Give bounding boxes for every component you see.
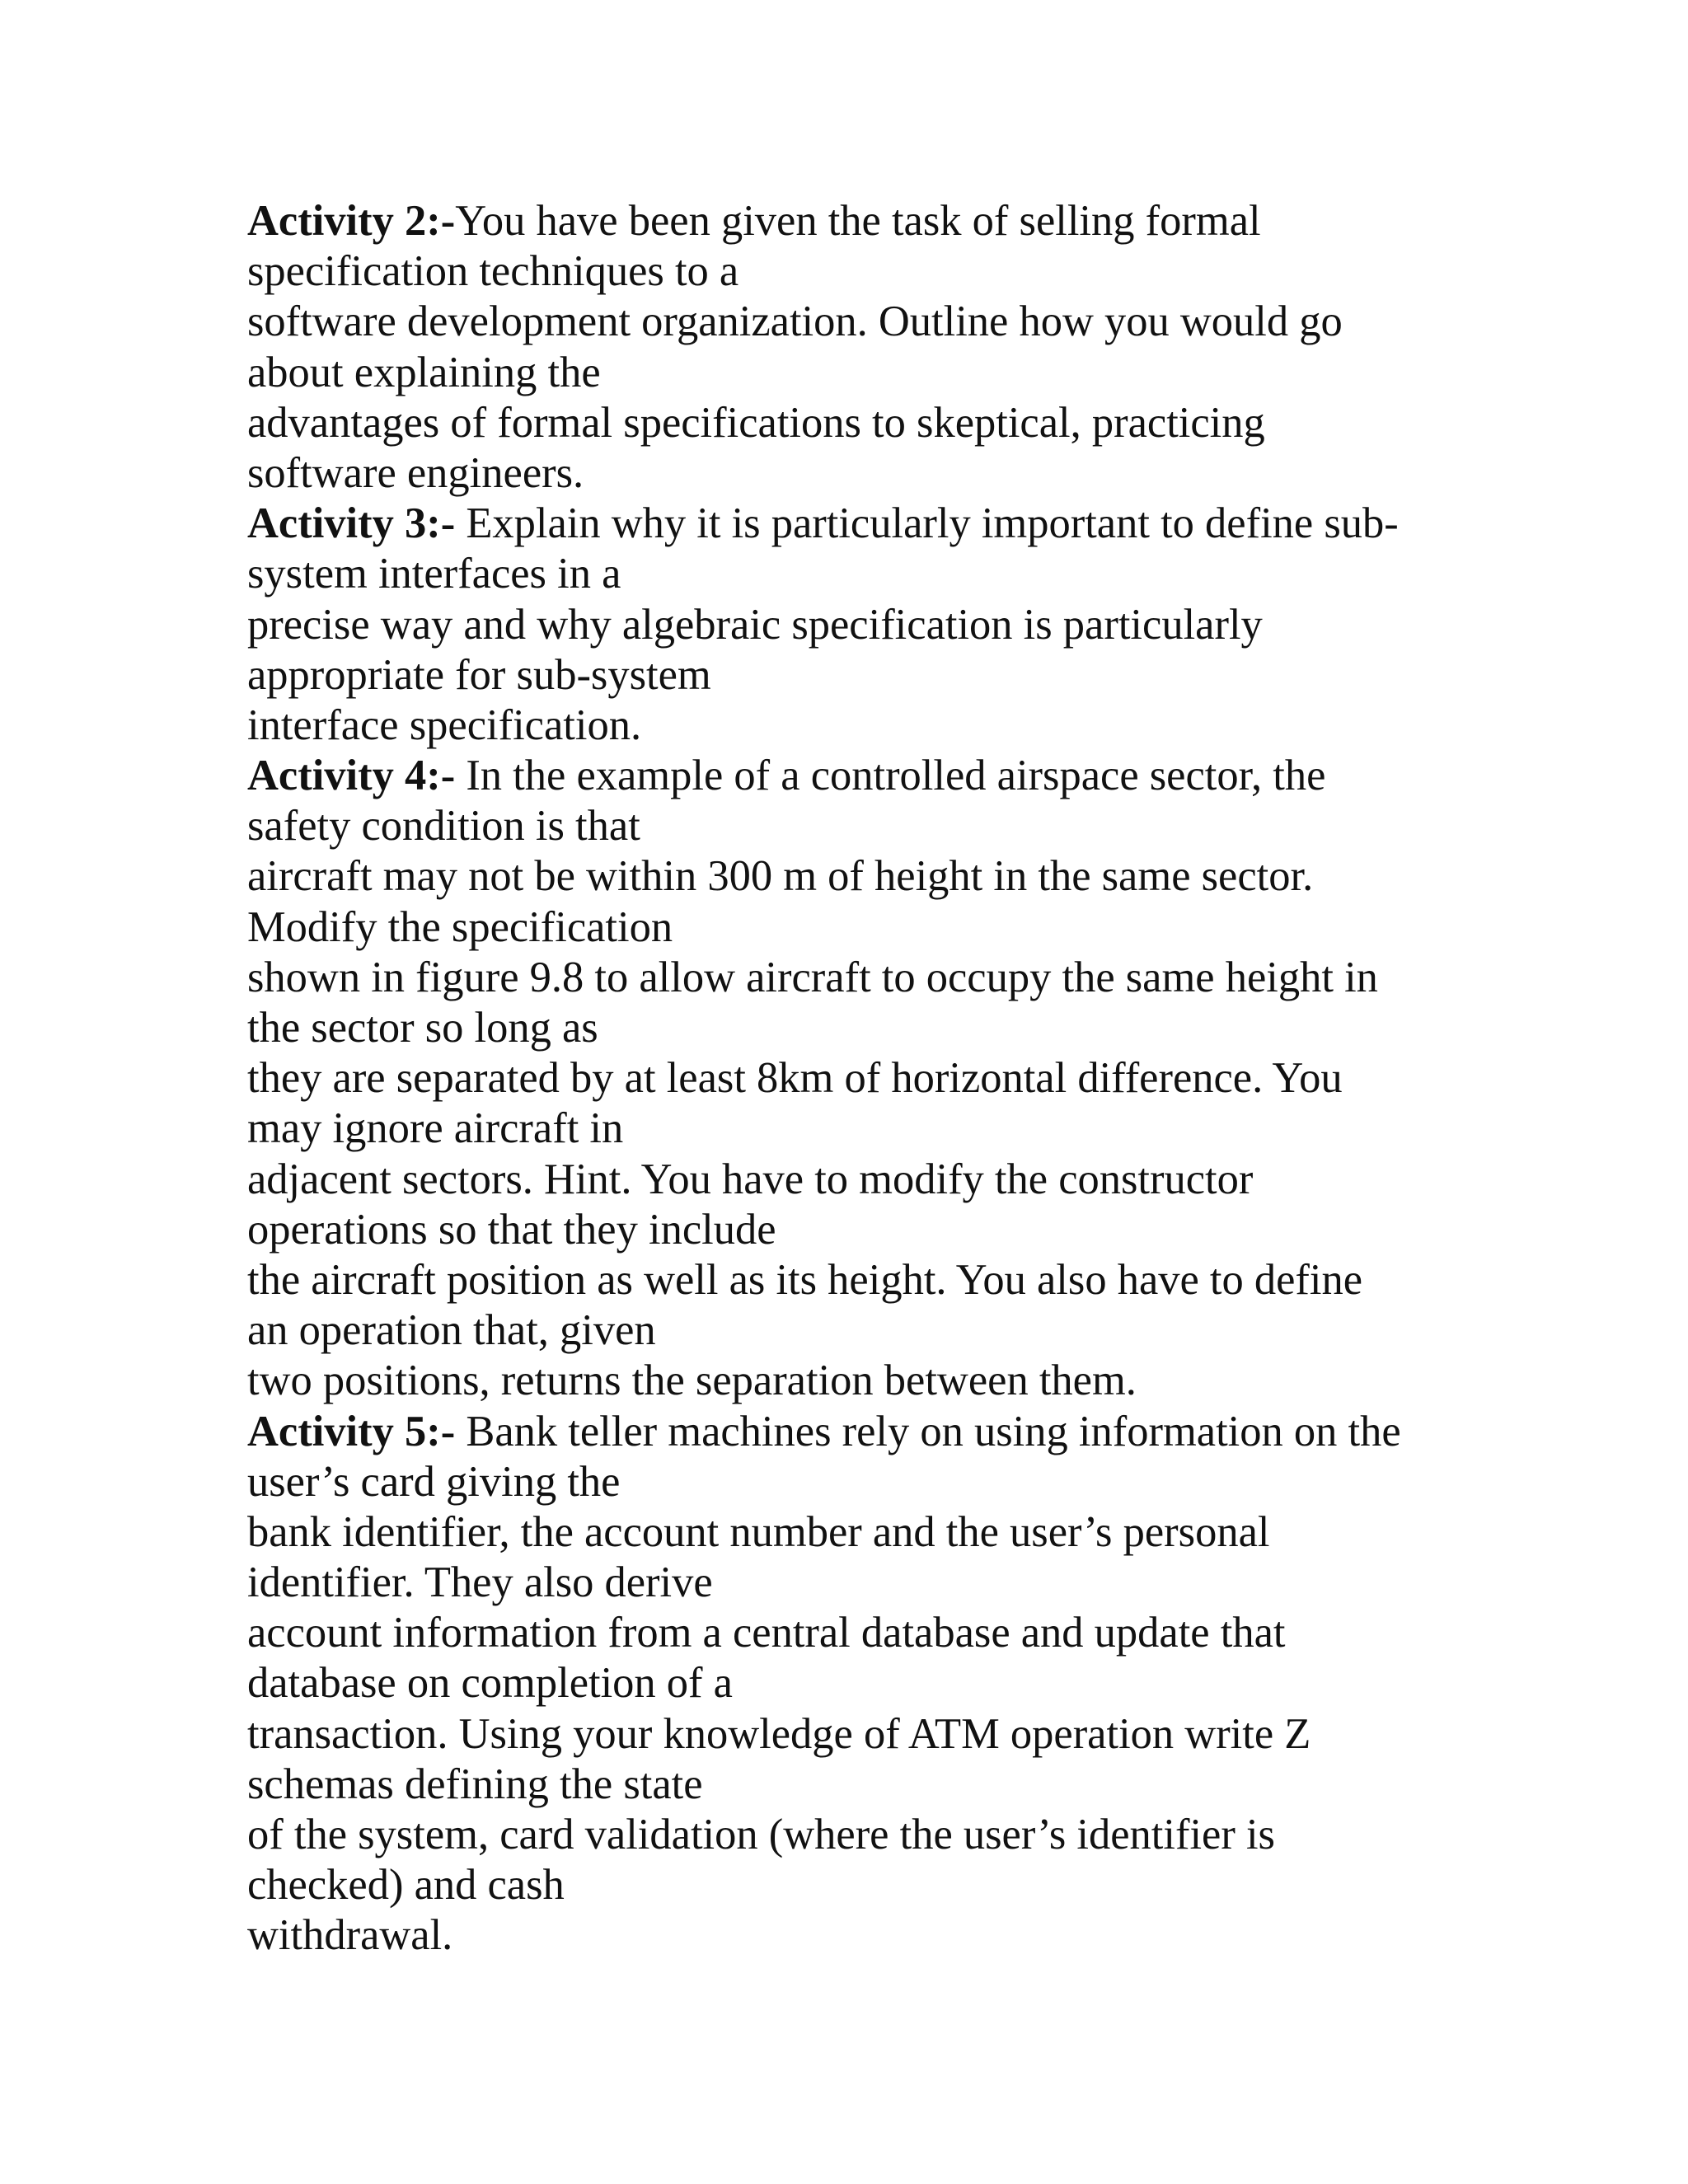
activity-3	[247, 499, 1467, 751]
activity-text: Bank teller machines rely on using information on the	[455, 1407, 1401, 1455]
text-line: specification techniques to a	[247, 247, 739, 296]
text-line: checked) and cash	[247, 1861, 565, 1910]
text-line: of the system, card validation (where the user’s identifier is	[247, 1811, 1275, 1858]
text-line: shown in figure 9.8 to allow aircraft to occupy the same height in	[247, 953, 1378, 1001]
text-line: interface specification.	[247, 701, 642, 749]
text-line: software development organization. Outline how you would go	[247, 298, 1343, 346]
activity-label: Activity 5:-	[247, 1407, 456, 1455]
text-line: an operation that, given	[247, 1306, 656, 1355]
activity-text: You have been given the task of selling formal	[455, 197, 1261, 245]
activity-label: Activity 2:-	[247, 197, 456, 245]
text-line: the aircraft position as well as its height. You also have to define	[247, 1255, 1363, 1304]
text-line: they are separated by at least 8km of horizontal difference. You	[247, 1054, 1343, 1103]
text-line: schemas defining the state	[247, 1760, 703, 1808]
text-line	[247, 1407, 1467, 1457]
text-line: user’s card giving the	[247, 1457, 621, 1506]
text-line: system interfaces in a	[247, 550, 621, 598]
text-line: safety condition is that	[247, 802, 640, 851]
document-body	[247, 196, 1467, 1961]
activity-5	[247, 1407, 1467, 1961]
text-line: precise way and why algebraic specification is particularly	[247, 600, 1263, 649]
activity-label: Activity 3:-	[247, 499, 456, 548]
text-line: about explaining the	[247, 348, 601, 396]
text-line: the sector so long as	[247, 1004, 598, 1052]
text-line: transaction. Using your knowledge of ATM operation write Z	[247, 1709, 1311, 1758]
text-line: bank identifier, the account number and the user’s personal	[247, 1507, 1270, 1556]
text-line: account information from a central database and update that	[247, 1609, 1286, 1657]
activity-2	[247, 196, 1467, 499]
text-line: aircraft may not be within 300 m of height in the same sector.	[247, 852, 1314, 901]
activity-text: Explain why it is particularly important to define sub-	[455, 499, 1399, 548]
text-line	[247, 751, 1467, 801]
text-line: Modify the specification	[247, 902, 673, 951]
text-line: two positions, returns the separation between them.	[247, 1357, 1137, 1405]
text-line: software engineers.	[247, 448, 584, 497]
text-line: operations so that they include	[247, 1205, 776, 1254]
activity-text: In the example of a controlled airspace sector, the	[455, 752, 1326, 800]
text-line: database on completion of a	[247, 1659, 733, 1708]
text-line	[247, 499, 1467, 549]
text-line	[247, 196, 1467, 246]
text-line: identifier. They also derive	[247, 1558, 713, 1607]
activity-label: Activity 4:-	[247, 752, 456, 800]
text-line: withdrawal.	[247, 1911, 453, 1960]
text-line: adjacent sectors. Hint. You have to modify the constructor	[247, 1155, 1254, 1203]
text-line: appropriate for sub-system	[247, 650, 711, 699]
text-line: may ignore aircraft in	[247, 1104, 624, 1153]
activity-4	[247, 751, 1467, 1406]
text-line: advantages of formal specifications to skeptical, practicing	[247, 398, 1265, 447]
